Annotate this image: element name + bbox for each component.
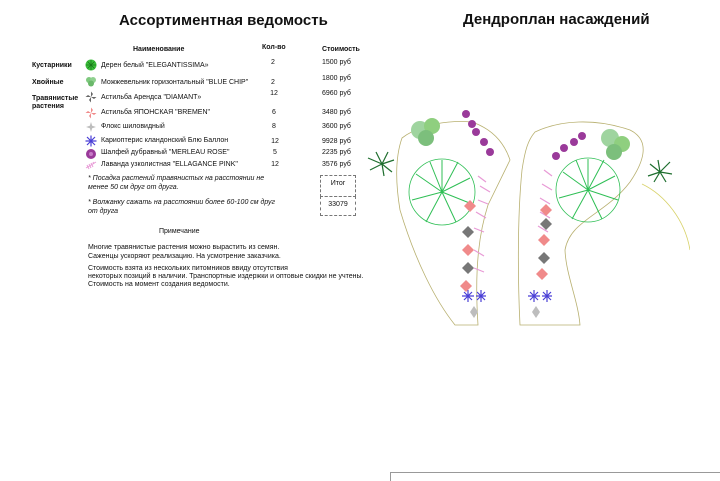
row-name: Флокс шиловидный <box>101 123 165 130</box>
cost-line: Стоимость на момент создания ведомости. <box>88 281 230 288</box>
phlox-icon <box>85 121 97 133</box>
total-value: 33079 <box>328 201 348 208</box>
juniper-icon <box>85 75 97 87</box>
row-qty: 12 <box>271 161 279 168</box>
cost-line: Стоимость взята из нескольких питомников ввиду отсутствия <box>88 265 288 272</box>
row-price: 9928 руб <box>322 138 351 145</box>
row-qty: 8 <box>272 123 276 130</box>
row-qty: 12 <box>271 138 279 145</box>
row-price: 6960 руб <box>322 90 351 97</box>
path-outline <box>642 184 690 250</box>
total-value-box <box>320 196 356 216</box>
remark-line: Многие травянистые растения можно вырастить из семян. <box>88 244 280 251</box>
planting-note: * Волжанку сажать на расстоянии более 60-100 см друг от друга <box>88 199 276 215</box>
total-label: Итог <box>330 180 346 187</box>
juniper-left <box>411 118 440 146</box>
total-label-box <box>320 175 356 197</box>
juniper-right <box>601 129 630 160</box>
planting-plan <box>360 100 690 330</box>
row-qty: 6 <box>272 109 276 116</box>
row-qty: 5 <box>273 149 277 156</box>
row-name: Кариоптерис кландонский Блю Баллон <box>101 137 229 144</box>
dogwood-icon <box>85 59 97 71</box>
left-tree <box>409 159 475 225</box>
row-price: 3480 руб <box>322 109 351 116</box>
dendroplan-title: Дендроплан насаждений <box>463 11 650 28</box>
lavender-icon <box>85 159 97 171</box>
right-bed-outline <box>518 122 643 325</box>
astilbe-diamant-icon <box>85 91 97 103</box>
row-price: 3600 руб <box>322 123 351 130</box>
row-name: Лаванда узколистная "ELLAGANCE PINK" <box>101 161 238 168</box>
row-price: 1500 руб <box>322 59 351 66</box>
category-conifers: Хвойные <box>32 79 64 86</box>
row-name: Астильба Арендса "DIAMANT» <box>101 94 202 101</box>
remark-line: Саженцы ускоряют реализацию. На усмотрение заказчика. <box>88 253 281 260</box>
row-name: Астильба ЯПОНСКАЯ "BREMEN" <box>101 109 211 116</box>
row-name: Дерен белый "ELEGANTISSIMA» <box>101 62 209 69</box>
dogwood-right <box>648 160 672 182</box>
dogwood-left <box>368 152 394 176</box>
cost-line: некоторых позиций в наличии. Транспортные издержки и оптовые скидки не учтены. <box>88 273 364 280</box>
header-qty: Кол-во <box>262 44 286 51</box>
astilbe-bremen-icon <box>85 107 97 119</box>
header-price: Стоимость <box>322 46 360 53</box>
planting-note: * Посадка растений травянистых на расстоянии не менее 50 см друг от друга. <box>88 175 265 191</box>
remark-title: Примечание <box>159 228 200 235</box>
row-qty: 12 <box>270 90 278 97</box>
row-name: Шалфей дубравный "MERLEAU ROSE" <box>101 149 230 156</box>
category-shrubs: Кустарники <box>32 62 72 69</box>
category-herbaceous: Травянистые растения <box>32 95 79 110</box>
right-tree <box>556 158 620 222</box>
caryopteris-icon <box>85 135 97 147</box>
row-qty: 2 <box>271 79 275 86</box>
row-price: 1800 руб <box>322 75 351 82</box>
row-price: 2235 руб <box>322 149 351 156</box>
header-name: Наименование <box>133 46 185 53</box>
assortment-title: Ассортиментная ведомость <box>119 12 328 29</box>
row-price: 3576 руб <box>322 161 351 168</box>
row-qty: 2 <box>271 59 275 66</box>
row-name: Можжевельник горизонтальный "BLUE CHIP" <box>101 79 249 86</box>
